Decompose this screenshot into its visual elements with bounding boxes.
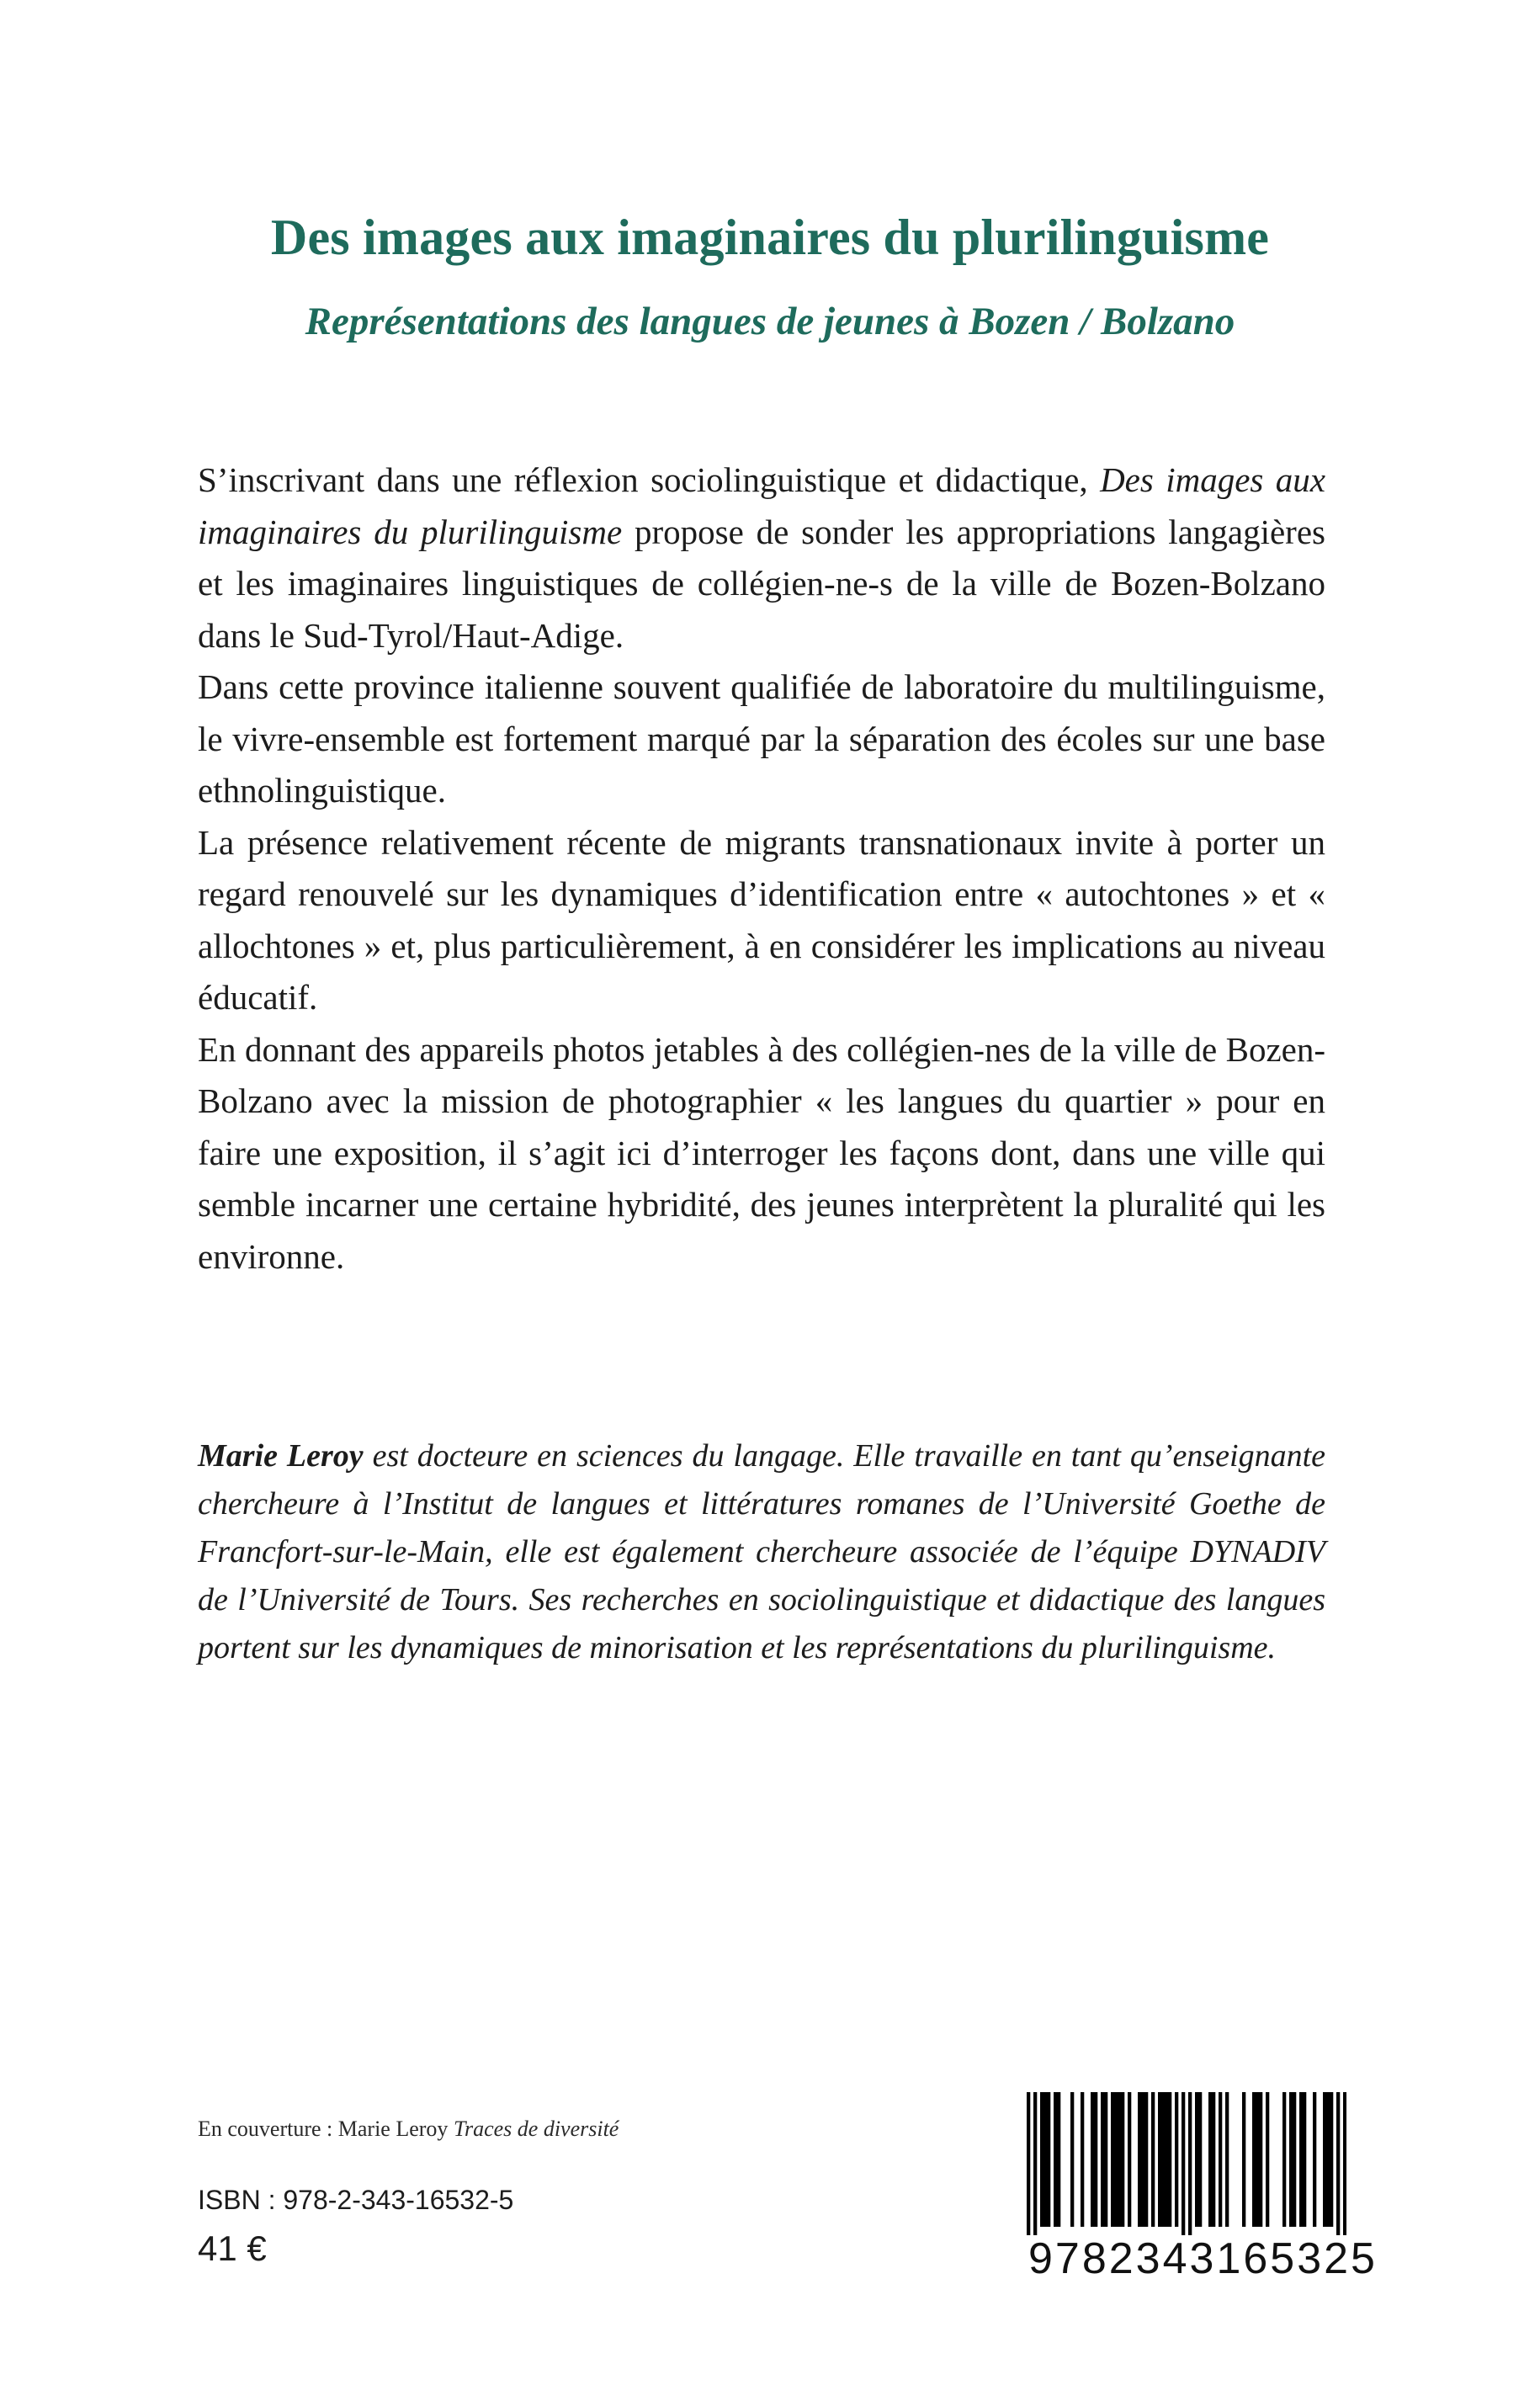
- barcode-bar: [1242, 2092, 1245, 2227]
- barcode-bar: [1081, 2092, 1084, 2227]
- summary-paragraph: En donnant des appareils photos jetables à des collégien-nes de la ville de Bozen-Bolzano avec la mission de photographier « les langues du quartier » pour en faire une exposition, il s’agit ici d’interroger les façons dont, dans une ville qui semble incarner une certaine hybridité, des jeunes interprètent la pluralité qui les environne.: [198, 1029, 1325, 1276]
- barcode-bar: [1047, 2092, 1050, 2227]
- barcode-bar: [1303, 2092, 1306, 2227]
- barcode-digits: 9782343165325: [1028, 2234, 1378, 2283]
- barcode-bar: [1043, 2092, 1047, 2227]
- barcode-bar: [1114, 2092, 1118, 2227]
- barcode-bar: [1101, 2092, 1104, 2227]
- barcode-bar: [1299, 2092, 1303, 2227]
- barcode-bar: [1118, 2092, 1121, 2227]
- barcode-bar: [1111, 2092, 1114, 2227]
- summary-paragraph: Dans cette province italienne souvent qualifiée de laboratoire du multilinguisme, le vivre-ensemble est fortement marqué par la séparation des écoles sur une base ethnolinguistique.: [198, 667, 1325, 810]
- summary-paragraph: La présence relativement récente de migrants transnationaux invite à porter un regard renouvelé sur les dynamiques d’identification entre « autochtones » et « allochtones » et, plus particulièrement, à en considérer les implications au niveau éducatif.: [198, 822, 1325, 1017]
- barcode-bar: [1121, 2092, 1124, 2227]
- barcode-bar: [1282, 2092, 1286, 2227]
- barcode-bar: [1208, 2092, 1212, 2227]
- barcode-bar: [1266, 2092, 1269, 2227]
- barcode-bar: [1195, 2092, 1198, 2227]
- barcode-bar: [1033, 2092, 1037, 2235]
- barcode-bar: [1144, 2092, 1148, 2227]
- barcode-bar: [1336, 2092, 1340, 2235]
- summary-p1-before: S’inscrivant dans une réflexion sociolinguistique et didactique,: [198, 460, 1101, 499]
- barcode-bar: [1188, 2092, 1192, 2235]
- barcode-bar: [1104, 2092, 1107, 2227]
- isbn: ISBN : 978-2-343-16532-5: [198, 2185, 514, 2215]
- barcode-bar: [1175, 2092, 1178, 2227]
- cover-credit-work: Traces de diversité: [453, 2117, 619, 2141]
- cover-credit-prefix: En couverture : Marie Leroy: [198, 2117, 454, 2141]
- barcode-bar: [1040, 2092, 1043, 2227]
- barcode-bar: [1138, 2092, 1141, 2227]
- barcode-bar: [1070, 2092, 1074, 2227]
- barcode-bar: [1323, 2092, 1326, 2227]
- barcode-bar: [1330, 2092, 1333, 2227]
- barcode-bar: [1054, 2092, 1057, 2227]
- barcode-bar: [1225, 2092, 1229, 2227]
- cover-credit: [198, 2117, 619, 2142]
- book-subtitle: Représentations des langues de jeunes à Bozen / Bolzano: [305, 300, 1235, 343]
- summary-p1-after: propose de sonder les appropriations langagières et les imaginaires linguistiques de collégien-ne-s de la ville de Bozen-Bolzano dans le Sud-Tyrol/Haut-Adige.: [198, 512, 1325, 655]
- barcode-bars: [1027, 2092, 1346, 2235]
- barcode-bar: [1313, 2092, 1316, 2227]
- barcode-bar: [1151, 2092, 1155, 2227]
- book-title: Des images aux imaginaires du plurilinguisme: [270, 210, 1270, 265]
- summary-text: [198, 454, 1325, 1283]
- summary-p1-title: Des images aux imaginaires du plurilinguisme: [198, 460, 1325, 551]
- author-bio: [198, 1432, 1325, 1672]
- barcode-bar: [1343, 2092, 1346, 2235]
- barcode-bar: [1168, 2092, 1171, 2227]
- barcode-bar: [1057, 2092, 1060, 2227]
- price: 41 €: [198, 2228, 267, 2268]
- barcode-bar: [1165, 2092, 1168, 2227]
- barcode-bar: [1094, 2092, 1097, 2227]
- barcode-bar: [1158, 2092, 1161, 2227]
- barcode-bar: [1212, 2092, 1215, 2227]
- barcode-bar: [1289, 2092, 1293, 2227]
- barcode-bar: [1256, 2092, 1259, 2227]
- summary-paragraph: [198, 454, 1325, 661]
- author-name: Marie Leroy: [198, 1438, 364, 1474]
- barcode-bar: [1128, 2092, 1131, 2227]
- barcode-bar: [1293, 2092, 1296, 2227]
- barcode-bar: [1252, 2092, 1256, 2227]
- author-bio-text: est docteure en sciences du langage. Elle travaille en tant qu’enseignante chercheure à l’Institut de langues et littératures romanes de l’Université Goethe de Francfort-sur-le-Main, elle est également chercheure associée de l’équipe DYNADIV de l’Université de Tours. Ses recherches en sociolinguistique et didactique des langues portent sur les dynamiques de minorisation et les représentations du plurilinguisme.: [198, 1438, 1325, 1665]
- barcode-bar: [1161, 2092, 1165, 2227]
- barcode-bar: [1326, 2092, 1330, 2227]
- barcode-bar: [1182, 2092, 1185, 2235]
- barcode-bar: [1141, 2092, 1144, 2227]
- barcode-bar: [1219, 2092, 1222, 2227]
- barcode-bar: [1198, 2092, 1202, 2227]
- barcode-bar: [1091, 2092, 1094, 2227]
- barcode-bar: [1259, 2092, 1262, 2227]
- barcode-bar: [1027, 2092, 1030, 2235]
